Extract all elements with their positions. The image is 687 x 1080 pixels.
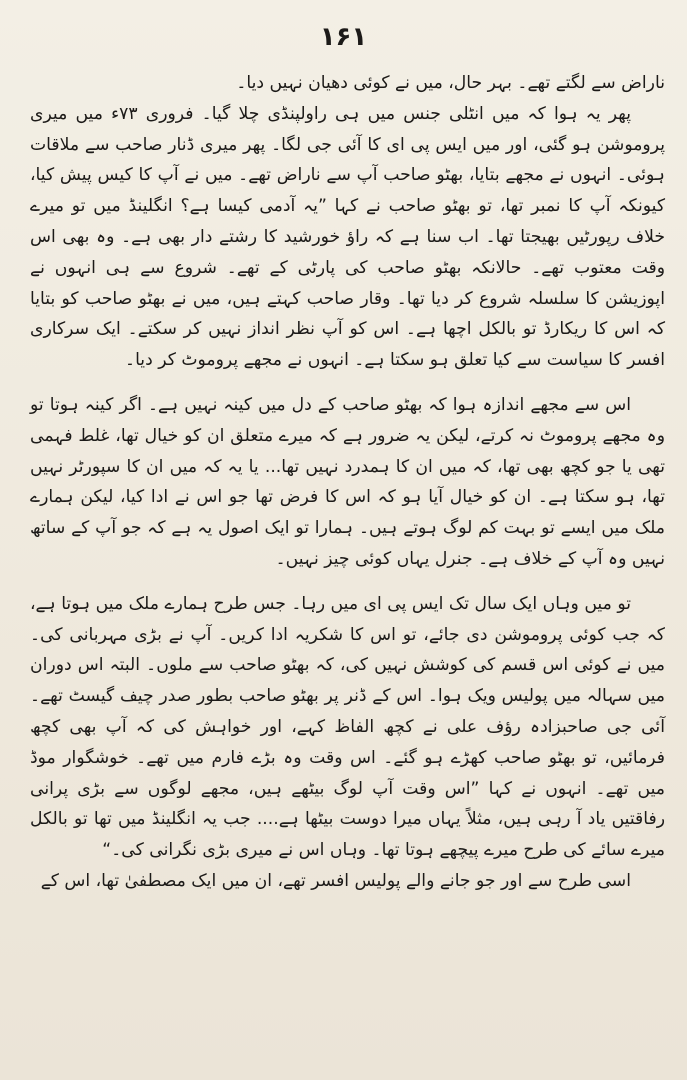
paragraph-4: تو میں وہاں ایک سال تک ایس پی ای میں رہا۔ جس طرح ہمارے ملک میں ہوتا ہے، کہ جب کوئی پروموشن دی جائے، تو اس کا شکریہ ادا کریں۔ آپ نے بڑی مہربانی کی۔ میں نے کوئی اس قسم کی کوشش نہیں کی، کہ بھٹو صاحب سے ملوں۔ البتہ اس دوران میں سہالہ میں پولیس ویک ہوا۔ اس کے ڈنر پر بھٹو صاحب بطور صدر چیف گیسٹ تھے۔ آئی جی صاحبزادہ رؤف علی نے کچھ الفاظ کہے، اور خواہش کی کہ آپ بھی کچھ فرمائیں، تو بھٹو صاحب کھڑے ہو گئے۔ اس وقت وہ بڑے فارم میں تھے۔ خوشگوار موڈ میں تھے۔ انہوں نے کہا ”اس وقت آپ لوگ بیٹھے ہیں، مجھے لوگوں سے بڑی پرانی رفاقتیں یاد آ رہی ہیں، مثلاً یہاں میرا دوست بیٹھا ہے.... جب یہ انگلینڈ میں تھا تو بالکل میرے سائے کی طرح میرے پیچھے ہوتا تھا۔ وہاں اس نے میری بڑی نگرانی کی۔“ [30, 593, 665, 861]
paragraph-1: ناراض سے لگتے تھے۔ بہر حال، میں نے کوئی دھیان نہیں دیا۔ [236, 73, 665, 93]
paragraph-2: پھر یہ ہوا کہ میں انٹلی جنس میں ہی راولپنڈی چلا گیا۔ فروری ۷۳ء میں میری پروموشن ہو گئی، اور میں ایس پی ای کا آئی جی لگا۔ پھر میری ڈنار صاحب سے ملاقات ہوئی۔ انہوں نے مجھے بتایا، بھٹو صاحب آپ سے ناراض تھے۔ میں نے آپ کا کیس پیش کیا، کیونکہ آپ کا نمبر تھا، تو بھٹو صاحب نے کہا ”یہ آدمی کیسا ہے؟ انگلینڈ میں تو میرے خلاف رپورٹیں بھیجتا تھا۔ اب سنا ہے کہ راؤ خورشید کا رشتے دار بھی ہے۔ وہ بھی اس وقت معتوب تھے۔ حالانکہ بھٹو صاحب کی پارٹی کے تھے۔ شروع سے ہی انہوں نے اپوزیشن کا سلسلہ شروع کر دیا تھا۔ وقار صاحب کہتے ہیں، میں نے بھٹو صاحب کو بتایا کہ اس کا ریکارڈ تو بالکل اچھا ہے۔ اس کو آپ نظر انداز نہیں کر سکتے۔ ایک سرکاری افسر کا سیاست سے کیا تعلق ہو سکتا ہے۔ انہوں نے مجھے پروموٹ کر دیا۔ [30, 103, 665, 371]
paragraph-5: اسی طرح سے اور جو جانے والے پولیس افسر تھے، ان میں ایک مصطفیٰ تھا، اس کے [40, 870, 631, 891]
page-number: ۱۶۱ [319, 22, 368, 52]
paragraph-3: اس سے مجھے اندازہ ہوا کہ بھٹو صاحب کے دل میں کینہ نہیں ہے۔ اگر کینہ ہوتا تو وہ مجھے پروموٹ نہ کرتے، لیکن یہ ضرور ہے کہ میرے متعلق ان کو خیال تھا، غلط فہمی تھی یا جو کچھ بھی تھا، کہ میں ان کا ہمدرد نہیں تھا... یا یہ کہ میں ان کا سپورٹر نہیں تھا، ہو سکتا ہے۔ ان کو خیال آیا ہو کہ اس کا فرض تھا جو اس نے ادا کیا، لیکن ہمارے ملک میں ایسے تو بہت کم لوگ ہوتے ہیں۔ ہمارا تو ایک اصول یہ ہے کہ جو آپ کے ساتھ نہیں وہ آپ کے خلاف ہے۔ جنرل یہاں کوئی چیز نہیں۔ [30, 394, 665, 569]
page-body [30, 68, 665, 897]
